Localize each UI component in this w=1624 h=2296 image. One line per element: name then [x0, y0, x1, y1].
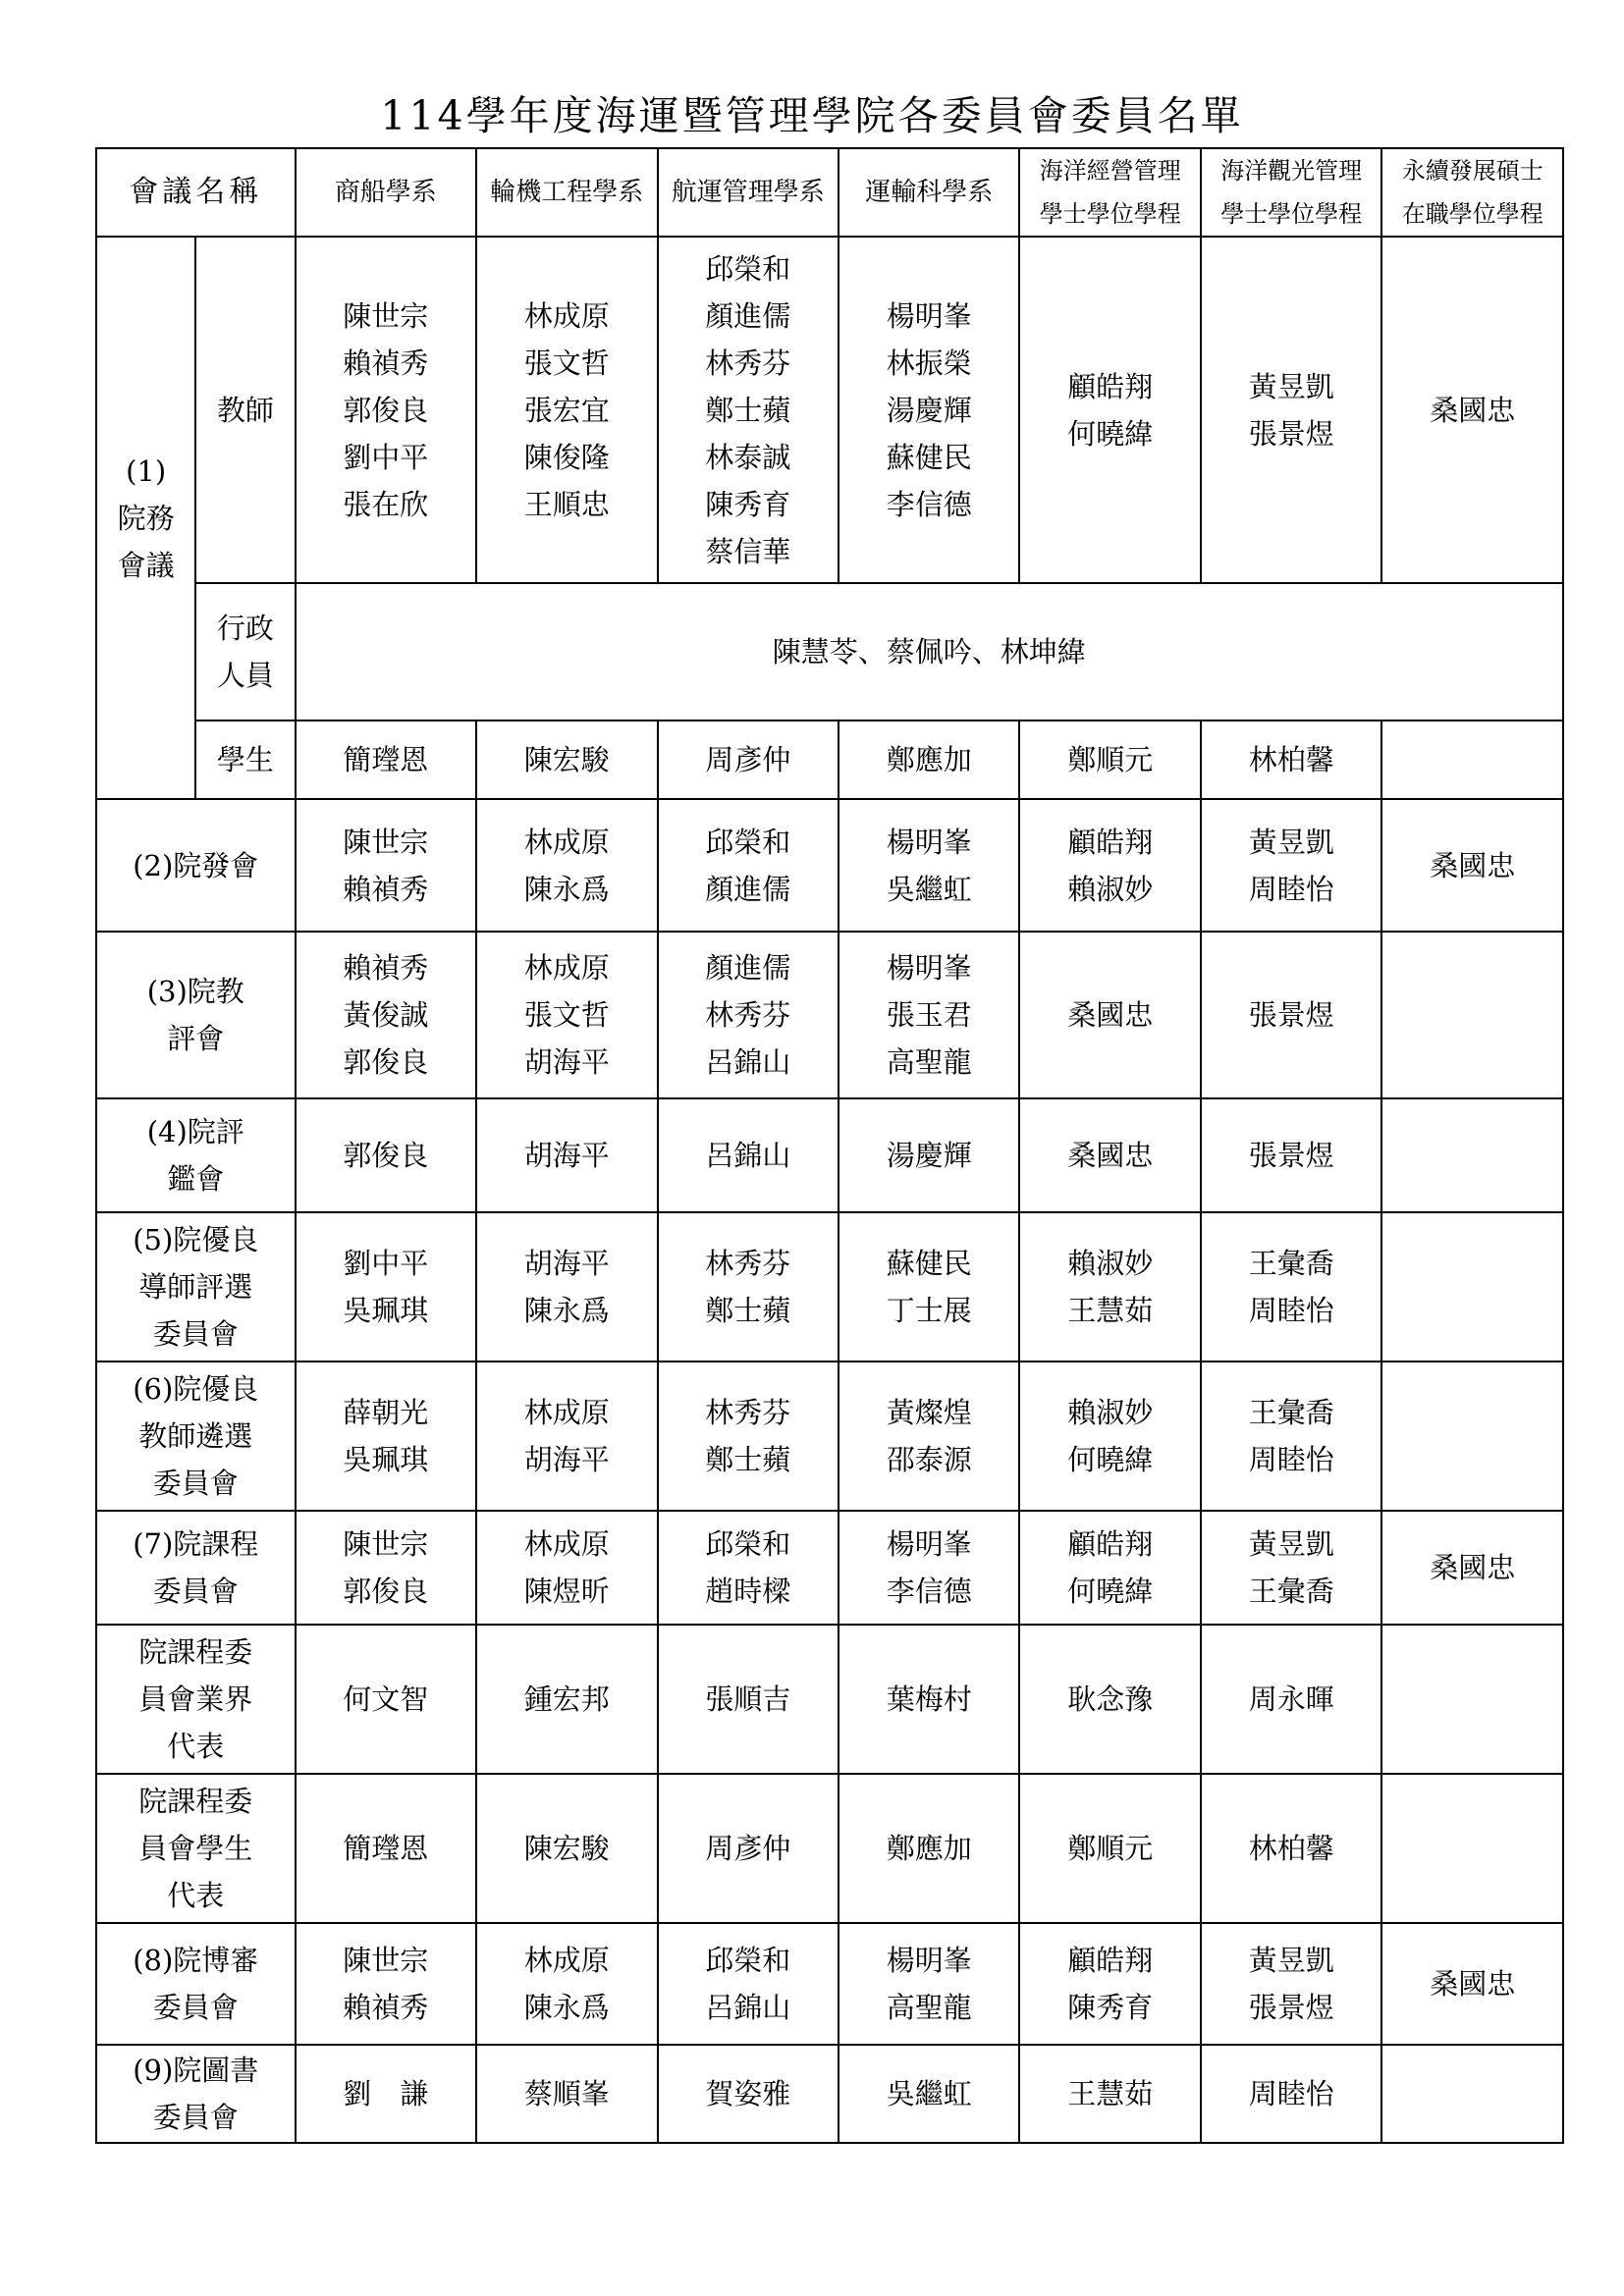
member-cell — [1381, 1625, 1563, 1774]
member-cell: 楊明峯 張玉君 高聖龍 — [839, 932, 1019, 1098]
member-cell: 林秀芬 鄭士蘋 — [658, 1362, 839, 1511]
member-cell: 鄭應加 — [839, 1774, 1019, 1923]
member-cell: 王彙喬 周睦怡 — [1201, 1212, 1381, 1362]
header-dept-merchant-marine: 商船學系 — [296, 148, 476, 237]
member-cell: 胡海平 — [476, 1098, 657, 1212]
member-cell: 楊明峯 吳繼虹 — [839, 799, 1019, 932]
member-cell: 賴淑妙 何曉緯 — [1019, 1362, 1200, 1511]
member-cell: 黃昱凱 周睦怡 — [1201, 799, 1381, 932]
students-label: 學生 — [195, 721, 295, 799]
table-row — [96, 799, 1563, 932]
table-row — [96, 1923, 1563, 2045]
member-cell: 邱榮和 呂錦山 — [658, 1923, 839, 2045]
member-cell: 邱榮和 趙時樑 — [658, 1511, 839, 1625]
committee-label: (2)院發會 — [96, 799, 296, 932]
member-cell: 楊明峯 高聖龍 — [839, 1923, 1019, 2045]
teachers-cell: 顧皓翔 何曉緯 — [1019, 237, 1200, 583]
member-cell: 顧皓翔 陳秀育 — [1019, 1923, 1200, 2045]
table-row — [96, 932, 1563, 1098]
header-program-ocean-tourism: 海洋觀光管理 學士學位學程 — [1201, 148, 1381, 237]
member-cell: 周睦怡 — [1201, 2045, 1381, 2143]
header-row — [96, 148, 1563, 237]
students-cell: 鄭順元 — [1019, 721, 1200, 799]
member-cell: 劉中平 吳珮琪 — [296, 1212, 476, 1362]
member-cell: 林柏馨 — [1201, 1774, 1381, 1923]
member-cell: 王慧茹 — [1019, 2045, 1200, 2143]
member-cell: 顏進儒 林秀芬 呂錦山 — [658, 932, 839, 1098]
member-cell: 張順吉 — [658, 1625, 839, 1774]
table-row — [96, 721, 1563, 799]
member-cell: 蔡順峯 — [476, 2045, 657, 2143]
table-row — [96, 1774, 1563, 1923]
member-cell — [1381, 2045, 1563, 2143]
table-row — [96, 2045, 1563, 2143]
member-cell — [1381, 1362, 1563, 1511]
member-cell: 林成原 陳永爲 — [476, 799, 657, 932]
teachers-label: 教師 — [195, 237, 295, 583]
staff-label: 行政 人員 — [195, 583, 295, 721]
teachers-cell: 陳世宗 賴禎秀 郭俊良 劉中平 張在欣 — [296, 237, 476, 583]
header-program-sustainable-dev: 永續發展碩士 在職學位學程 — [1381, 148, 1563, 237]
member-cell: 湯慶輝 — [839, 1098, 1019, 1212]
teachers-cell: 桑國忠 — [1381, 237, 1563, 583]
header-dept-transportation-science: 運輸科學系 — [839, 148, 1019, 237]
committee-label: 院課程委 員會學生 代表 — [96, 1774, 296, 1923]
member-cell: 顧皓翔 何曉緯 — [1019, 1511, 1200, 1625]
member-cell: 鄭順元 — [1019, 1774, 1200, 1923]
member-cell: 賴淑妙 王慧茹 — [1019, 1212, 1200, 1362]
committee-label: 院課程委 員會業界 代表 — [96, 1625, 296, 1774]
committee-label: (7)院課程 委員會 — [96, 1511, 296, 1625]
member-cell: 薛朝光 吳珮琪 — [296, 1362, 476, 1511]
member-cell: 黃昱凱 張景煜 — [1201, 1923, 1381, 2045]
member-cell — [1381, 1098, 1563, 1212]
member-cell: 賴禎秀 黃俊誠 郭俊良 — [296, 932, 476, 1098]
member-cell: 周彥仲 — [658, 1774, 839, 1923]
students-cell — [1381, 721, 1563, 799]
member-cell: 周永暉 — [1201, 1625, 1381, 1774]
teachers-cell: 楊明峯 林振榮 湯慶輝 蘇健民 李信德 — [839, 237, 1019, 583]
member-cell: 林成原 張文哲 胡海平 — [476, 932, 657, 1098]
section-1-label: (1) 院務 會議 — [96, 237, 195, 799]
teachers-cell: 林成原 張文哲 張宏宜 陳俊隆 王順忠 — [476, 237, 657, 583]
committee-label: (6)院優良 教師遴選 委員會 — [96, 1362, 296, 1511]
member-cell: 黃昱凱 王彙喬 — [1201, 1511, 1381, 1625]
students-cell: 陳宏駿 — [476, 721, 657, 799]
table-row — [96, 1212, 1563, 1362]
member-cell: 桑國忠 — [1381, 1923, 1563, 2045]
member-cell: 簡㼆恩 — [296, 1774, 476, 1923]
document-title: 114學年度海運暨管理學院各委員會委員名單 — [380, 92, 1244, 139]
header-program-ocean-business: 海洋經營管理 學士學位學程 — [1019, 148, 1200, 237]
member-cell: 邱榮和 顏進儒 — [658, 799, 839, 932]
member-cell — [1381, 1774, 1563, 1923]
committee-label: (9)院圖書 委員會 — [96, 2045, 296, 2143]
member-cell: 呂錦山 — [658, 1098, 839, 1212]
member-cell: 桑國忠 — [1381, 799, 1563, 932]
member-cell: 黃燦煌 邵泰源 — [839, 1362, 1019, 1511]
students-cell: 鄭應加 — [839, 721, 1019, 799]
member-cell: 陳世宗 郭俊良 — [296, 1511, 476, 1625]
member-cell: 陳宏駿 — [476, 1774, 657, 1923]
students-cell: 林柏馨 — [1201, 721, 1381, 799]
staff-names: 陳慧苓、蔡佩吟、林坤緯 — [296, 583, 1563, 721]
table-row — [96, 237, 1563, 583]
teachers-cell: 黃昱凱 張景煜 — [1201, 237, 1381, 583]
member-cell: 楊明峯 李信德 — [839, 1511, 1019, 1625]
students-cell: 周彥仲 — [658, 721, 839, 799]
member-cell: 桑國忠 — [1019, 932, 1200, 1098]
member-cell: 桑國忠 — [1019, 1098, 1200, 1212]
member-cell: 林成原 陳煜昕 — [476, 1511, 657, 1625]
member-cell: 郭俊良 — [296, 1098, 476, 1212]
member-cell — [1381, 1212, 1563, 1362]
committee-label: (5)院優良 導師評選 委員會 — [96, 1212, 296, 1362]
member-cell: 王彙喬 周睦怡 — [1201, 1362, 1381, 1511]
table-row — [96, 583, 1563, 721]
member-cell: 何文智 — [296, 1625, 476, 1774]
table-row — [96, 1098, 1563, 1212]
member-cell — [1381, 932, 1563, 1098]
member-cell: 桑國忠 — [1381, 1511, 1563, 1625]
students-cell: 簡㼆恩 — [296, 721, 476, 799]
member-cell: 林成原 胡海平 — [476, 1362, 657, 1511]
committee-label: (4)院評 鑑會 — [96, 1098, 296, 1212]
member-cell: 林秀芬 鄭士蘋 — [658, 1212, 839, 1362]
member-cell: 陳世宗 賴禎秀 — [296, 799, 476, 932]
member-cell: 鍾宏邦 — [476, 1625, 657, 1774]
member-cell: 耿念豫 — [1019, 1625, 1200, 1774]
member-cell: 胡海平 陳永爲 — [476, 1212, 657, 1362]
committee-roster-table — [95, 147, 1564, 2144]
table-row — [96, 1511, 1563, 1625]
member-cell: 劉 謙 — [296, 2045, 476, 2143]
header-dept-shipping-management: 航運管理學系 — [658, 148, 839, 237]
member-cell: 顧皓翔 賴淑妙 — [1019, 799, 1200, 932]
member-cell: 張景煜 — [1201, 932, 1381, 1098]
member-cell: 張景煜 — [1201, 1098, 1381, 1212]
table-row — [96, 1625, 1563, 1774]
teachers-cell: 邱榮和 顏進儒 林秀芬 鄭士蘋 林泰誠 陳秀育 蔡信華 — [658, 237, 839, 583]
member-cell: 蘇健民 丁士展 — [839, 1212, 1019, 1362]
member-cell: 林成原 陳永爲 — [476, 1923, 657, 2045]
member-cell: 陳世宗 賴禎秀 — [296, 1923, 476, 2045]
committee-label: (3)院教 評會 — [96, 932, 296, 1098]
table-row — [96, 1362, 1563, 1511]
member-cell: 葉梅村 — [839, 1625, 1019, 1774]
header-meeting-name: 會議名稱 — [96, 148, 296, 237]
committee-label: (8)院博審 委員會 — [96, 1923, 296, 2045]
header-dept-marine-engineering: 輪機工程學系 — [476, 148, 657, 237]
member-cell: 賀姿雅 — [658, 2045, 839, 2143]
member-cell: 吳繼虹 — [839, 2045, 1019, 2143]
